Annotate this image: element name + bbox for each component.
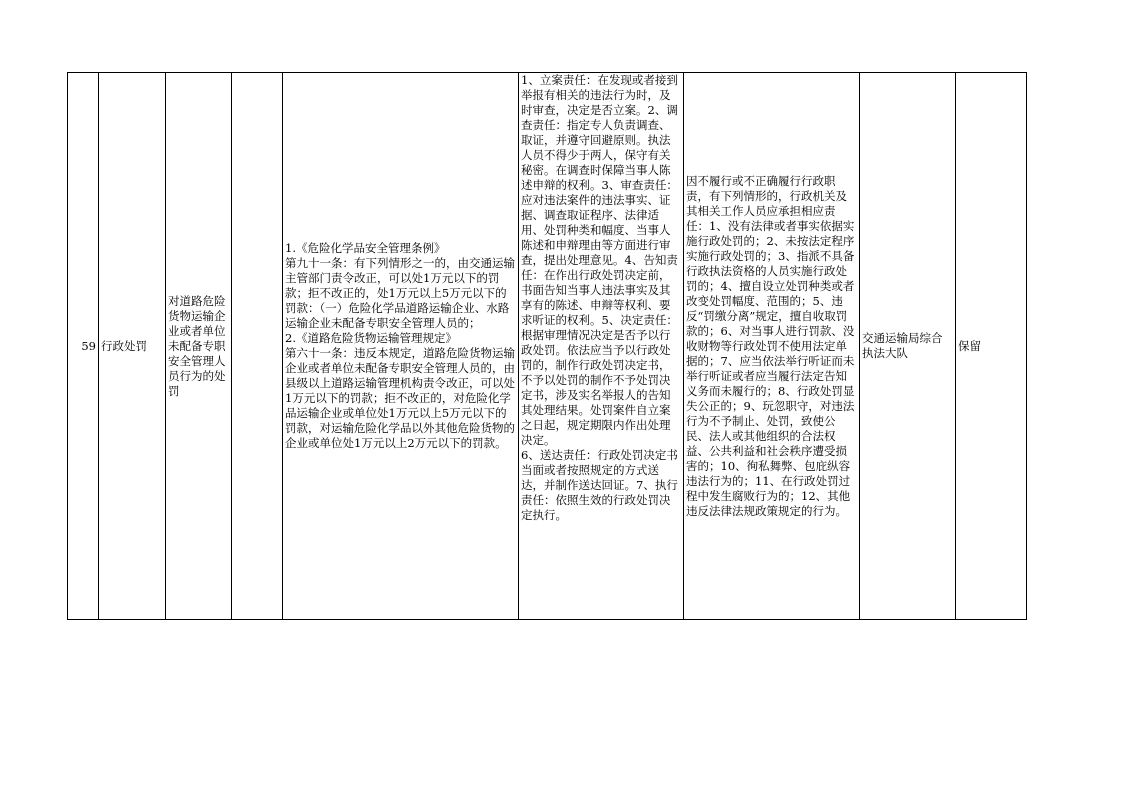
- legal-basis-cell: [283, 73, 519, 620]
- accountability-cell: [684, 73, 860, 620]
- accountability-text: 因不履行或不正确履行行政职责，有下列情形的，行政机关及其相关工作人员应承担相应责任：1、没有法律或者事实依据实施行政处罚的；2、未按法定程序实施行政处罚的；3、指派不具备行政执法资格的人员实施行政处罚的；4、擅自设立处罚种类或者改变处罚幅度、范围的；5、违反“罚缴分离”规定，擅自收取罚款的；6、对当事人进行罚款、没收财物等行政处罚不使用法定单据的；7、应当依法举行听证而未举行听证或者应当履行法定告知义务而未履行的；8、行政处罚显失公正的；9、玩忽职守，对违法行为不予制止、处罚，致使公民、法人或其他组织的合法权益、公共利益和社会秩序遭受损害的；10、徇私舞弊、包庇纵容违法行为的；11、在行政处罚过程中发生腐败行为的；12、其他违反法律法规政策规定的行为。: [686, 173, 855, 518]
- responsibilities-cell: [519, 73, 684, 620]
- responsibilities-text: 1、立案责任：在发现或者接到举报有相关的违法行为时，及时审查，决定是否立案。2、调查责任：指定专人负责调查、取证，并遵守回避原则。执法人员不得少于两人，保守有关秘密。在调查时保障当事人陈述申辩的权利。3、审查责任：应对违法案件的违法事实、证据、调查取证程序、法律适用、处罚种类和幅度、当事人陈述和申辩理由等方面进行审查，提出处理意见。4、告知责任：在作出行政处罚决定前，书面告知当事人违法事实及其享有的陈述、申辩等权利、要求听证的权利。5、决定责任：根据审理情况决定是否予以行政处罚。依法应当予以行政处罚的，制作行政处罚决定书，不予以处罚的制作不予处罚决定书，涉及实名举报人的告知其处理结果。处罚案件自立案之日起，规定期限内作出处理决定。 6、送达责任：行政处罚决定书当面或者按照规定的方式送达，并制作送达回证。7、执行责任：依照生效的行政处罚决定执行。: [521, 73, 678, 522]
- item-name-cell: 对道路危险货物运输企业或者单位未配备专职安全管理人员行为的处罚: [166, 73, 232, 620]
- status-cell: 保留: [956, 73, 1027, 620]
- department-cell: 交通运输局综合执法大队: [860, 73, 956, 620]
- data-table: [67, 72, 1027, 620]
- table-row: [68, 73, 1027, 620]
- category-cell: 行政处罚: [99, 73, 166, 620]
- sub-item-cell: [232, 73, 283, 620]
- legal-basis-text: 1.《危险化学品安全管理条例》 第九十一条：有下列情形之一的，由交通运输主管部门责令改正，可以处1万元以下的罚款；拒不改正的，处1万元以上5万元以下的罚款：（一）危险化学品道路运输企业、水路运输企业未配备专职安全管理人员的； 2.《道路危险货物运输管理规定》 第六十一条：违反本规定，道路危险货物运输企业或者单位未配备专职安全管理人员的，由县级以上道路运输管理机构责令改正，可以处1万元以下的罚款；拒不改正的，对危险化学品运输企业或单位处1万元以上5万元以下的罚款，对运输危险化学品以外其他危险货物的企业或单位处1万元以上2万元以下的罚款。: [285, 241, 515, 450]
- row-number: 59: [68, 73, 99, 620]
